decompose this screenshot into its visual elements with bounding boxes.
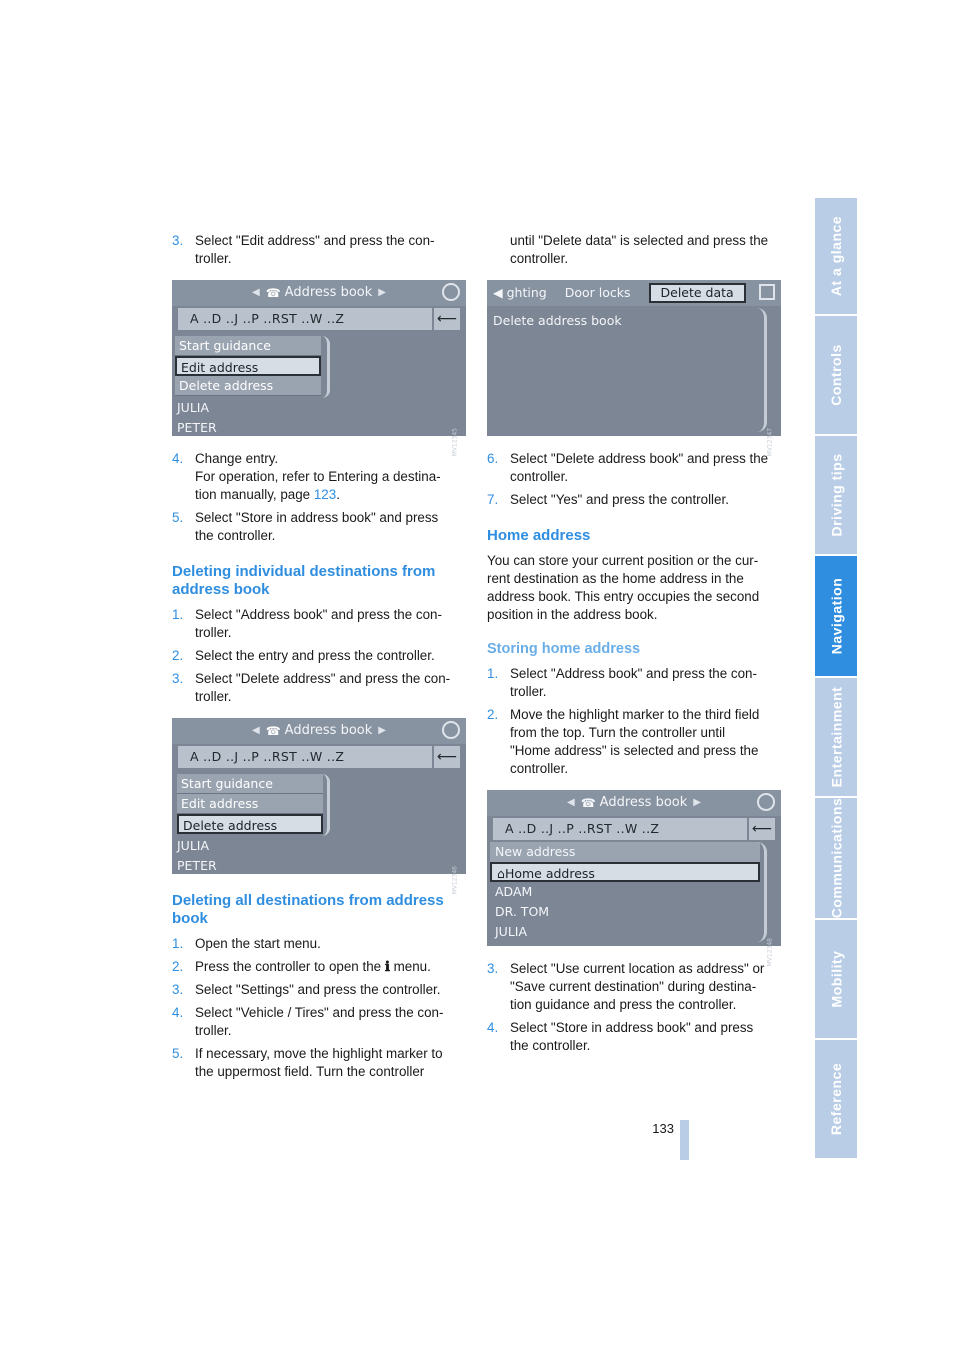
alphabet-bar: A ..D ..J ..P ..RST ..W ..Z	[493, 818, 747, 840]
address-book-icon: ☎	[265, 286, 281, 300]
step-5-store: 5. Select "Store in address book" and press the controller.	[172, 510, 439, 543]
delete-data-tab: Delete data	[649, 283, 746, 303]
screen-address-book-edit	[172, 280, 466, 457]
image-code: MV12345	[451, 428, 458, 457]
screen-home-address	[487, 790, 781, 967]
tab-reference[interactable]: Reference	[815, 1040, 857, 1160]
home-step-4: 4. Select "Store in address book" and press the controller.	[487, 1020, 754, 1053]
back-arrow-icon: ⟵	[434, 746, 460, 768]
tab-driving-tips[interactable]: Driving tips	[815, 436, 857, 556]
settings-icon	[759, 284, 775, 300]
address-list	[490, 842, 760, 942]
compass-icon	[442, 283, 460, 301]
address-rows: JULIA PETER	[177, 838, 217, 873]
all-step-3: 3. Select "Settings" and press the controller.	[172, 982, 441, 997]
image-code: MV12347	[766, 428, 773, 457]
list-item: ADAM	[495, 884, 533, 899]
screen-header: ◀ ☎ Address book ▶	[172, 718, 466, 744]
list-item-new-address: New address	[490, 842, 760, 862]
screen-header: ◀ ☎ Address book ▶	[487, 790, 781, 816]
address-book-icon: ☎	[580, 796, 596, 810]
menu-item-start-guidance: Start guidance	[177, 774, 323, 794]
settings-tab-bar: ◀ ghting Door locks Delete data	[487, 280, 781, 306]
info-icon: ℹ	[384, 959, 390, 974]
menu-item-edit-address: Edit address	[177, 794, 323, 814]
page-link[interactable]: 123	[313, 487, 337, 502]
tab-controls[interactable]: Controls	[815, 316, 857, 436]
image-code: MV12348	[766, 938, 773, 967]
heading-home-address: Home address	[487, 527, 591, 544]
back-arrow-icon: ⟵	[434, 308, 460, 330]
left-column	[172, 232, 468, 1086]
screen-edge	[757, 842, 767, 942]
page-number-bar	[680, 1120, 689, 1160]
all-step-2: 2. Press the controller to open the ℹ menu.	[172, 959, 431, 974]
chevron-left-icon: ◀	[493, 285, 503, 300]
home-step-1: 1. Select "Address book" and press the con- troller.	[487, 666, 757, 699]
heading-delete-individual: Deleting individual destinations from address book	[172, 563, 436, 598]
chevron-right-icon: ▶	[378, 287, 386, 298]
all-step-1: 1. Open the start menu.	[172, 936, 321, 951]
context-menu	[175, 336, 321, 396]
screen-header: ◀ ☎ Address book ▶	[172, 280, 466, 306]
image-code: MV12346	[451, 866, 458, 895]
screen-address-book-delete	[172, 718, 466, 895]
tab-navigation[interactable]: Navigation	[815, 556, 857, 678]
alphabet-bar: A ..D ..J ..P ..RST ..W ..Z	[178, 308, 432, 330]
tab-at-a-glance[interactable]: At a glance	[815, 198, 857, 316]
list-item: JULIA	[495, 924, 528, 939]
tab-entertainment[interactable]: Entertainment	[815, 678, 857, 798]
compass-icon	[442, 721, 460, 739]
step-3-edit-address: 3. Select "Edit address" and press the con- troller.	[172, 233, 435, 266]
menu-item-delete-address: Delete address	[175, 376, 321, 396]
tab-communications[interactable]: Communications	[815, 798, 857, 920]
delete-step-2: 2. Select the entry and press the controller.	[172, 648, 435, 663]
chevron-right-icon: ▶	[693, 797, 701, 808]
home-icon: ⌂	[497, 866, 505, 881]
delete-address-book-item: Delete address book	[493, 313, 622, 328]
page-number: 133	[652, 1121, 674, 1136]
menu-edge	[322, 336, 330, 398]
delete-step-1: 1. Select "Address book" and press the con- troller.	[172, 607, 442, 640]
home-step-2: 2. Move the highlight marker to the third field from the top. Turn the controller until "Home address" is selected and press the controller.	[487, 707, 760, 776]
chevron-right-icon: ▶	[378, 725, 386, 736]
right-column	[487, 232, 783, 1060]
menu-item-delete-address: Delete address	[177, 814, 323, 834]
alphabet-bar: A ..D ..J ..P ..RST ..W ..Z	[178, 746, 432, 768]
step-7: 7. Select "Yes" and press the controller.	[487, 492, 729, 507]
all-step-4: 4. Select "Vehicle / Tires" and press the con- troller.	[172, 1005, 444, 1038]
heading-delete-all: Deleting all destinations from address book	[172, 892, 444, 927]
step-4-change-entry: 4. Change entry. For operation, refer to Entering a destina- tion manually, page 123.	[172, 451, 441, 502]
compass-icon	[757, 793, 775, 811]
list-item-home-address: ⌂Home address	[490, 862, 760, 882]
step-6: 6. Select "Delete address book" and press the controller.	[487, 451, 769, 484]
menu-item-edit-address: Edit address	[175, 356, 321, 376]
list-item: DR. TOM	[495, 904, 550, 919]
chevron-left-icon: ◀	[252, 725, 260, 736]
delete-step-3: 3. Select "Delete address" and press the con- troller.	[172, 671, 451, 704]
screen-edge	[757, 308, 767, 432]
heading-storing-home-address: Storing home address	[487, 641, 641, 657]
all-step-5: 5. If necessary, move the highlight marker to the uppermost field. Turn the controller	[172, 1046, 443, 1079]
chevron-left-icon: ◀	[252, 287, 260, 298]
address-rows: JULIA PETER	[177, 400, 217, 435]
back-arrow-icon: ⟵	[749, 818, 775, 840]
context-menu	[177, 774, 323, 834]
tab-mobility[interactable]: Mobility	[815, 920, 857, 1040]
all-step-5-continued: until "Delete data" is selected and press the controller.	[510, 233, 769, 266]
menu-item-start-guidance: Start guidance	[175, 336, 321, 356]
screen-vehicle-settings	[487, 280, 781, 457]
chevron-left-icon: ◀	[567, 797, 575, 808]
chapter-tabs	[815, 198, 857, 1160]
home-step-3: 3. Select "Use current location as address" or "Save current destination" during destina- tion guidance and press the controller.	[487, 961, 765, 1012]
address-book-icon: ☎	[265, 724, 281, 738]
home-address-paragraph: You can store your current position or the cur- rent destination as the home address in the address book. This entry occupies the second position in the address book.	[487, 553, 760, 622]
menu-edge	[322, 774, 330, 836]
